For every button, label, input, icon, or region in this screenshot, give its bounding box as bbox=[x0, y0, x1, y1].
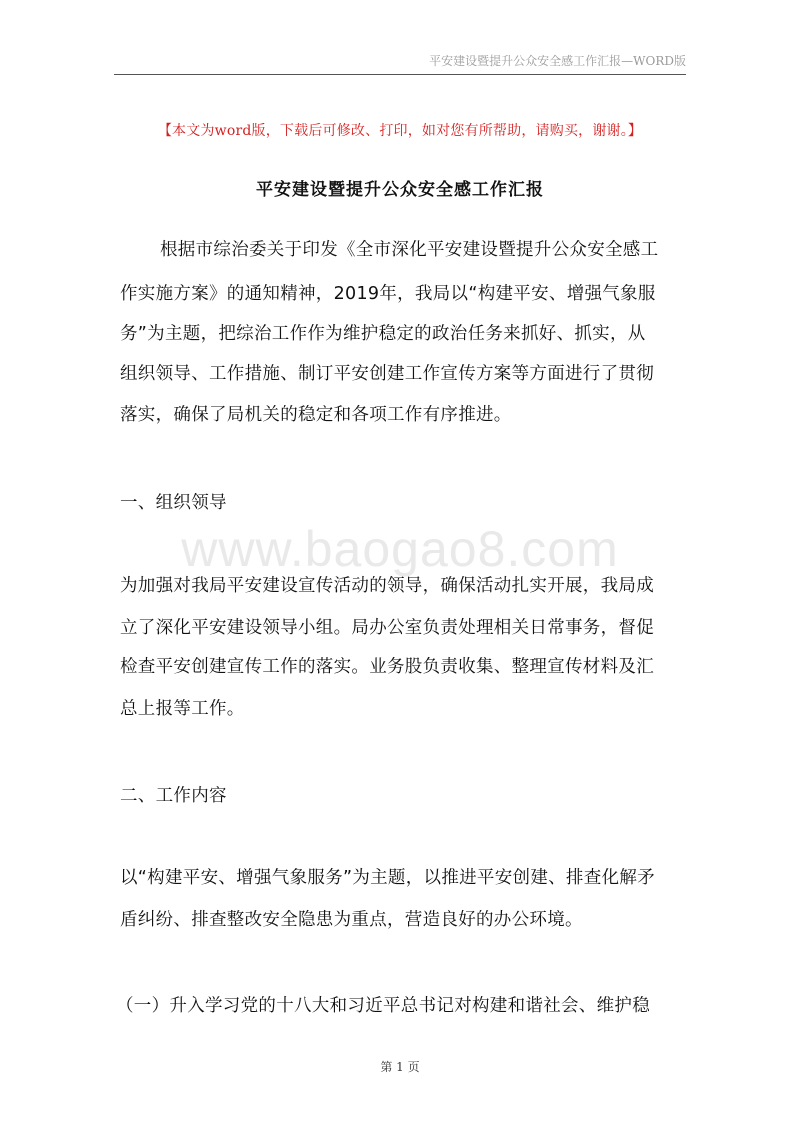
paragraph-line: 盾纠纷、排查整改安全隐患为重点，营造良好的办公环境。 bbox=[120, 910, 583, 930]
subsection-heading: （一）升入学习党的十八大和习近平总书记对构建和谐社会、维护稳 bbox=[116, 996, 650, 1016]
paragraph-line: 务”为主题，把综治工作作为维护稳定的政治任务来抓好、抓实，从 bbox=[120, 324, 646, 344]
paragraph-line: 落实，确保了局机关的稳定和各项工作有序推进。 bbox=[120, 405, 512, 425]
paragraph-line: 为加强对我局平安建设宣传活动的领导，确保活动扎实开展，我局成 bbox=[120, 576, 654, 596]
paragraph-line: 作实施方案》的通知精神，2019年，我局以“构建平安、增强气象服 bbox=[120, 284, 656, 304]
document-title: 平安建设暨提升公众安全感工作汇报 bbox=[256, 180, 544, 200]
section-heading-1: 一、组织领导 bbox=[120, 493, 227, 513]
header-divider bbox=[114, 74, 686, 75]
paragraph-line: 组织领导、工作措施、制订平安创建工作宣传方案等方面进行了贯彻 bbox=[120, 364, 654, 384]
paragraph-line: 检查平安创建宣传工作的落实。业务股负责收集、整理宣传材料及汇 bbox=[120, 657, 654, 677]
paragraph-line: 总上报等工作。 bbox=[120, 699, 245, 719]
purchase-notice: 【本文为word版，下载后可修改、打印，如对您有所帮助，请购买，谢谢。】 bbox=[157, 123, 643, 139]
running-header: 平安建设暨提升公众安全感工作汇报—WORD版 bbox=[429, 54, 686, 68]
paragraph-line: 根据市综治委关于印发《全市深化平安建设暨提升公众安全感工 bbox=[160, 240, 659, 260]
page-number: 第 1 页 bbox=[380, 1060, 420, 1074]
section-heading-2: 二、工作内容 bbox=[120, 786, 227, 806]
paragraph-line: 立了深化平安建设领导小组。局办公室负责处理相关日常事务，督促 bbox=[120, 618, 654, 638]
watermark: www.baogao8.com bbox=[181, 521, 619, 577]
paragraph-line: 以“构建平安、增强气象服务”为主题，以推进平安创建、排查化解矛 bbox=[120, 868, 655, 888]
